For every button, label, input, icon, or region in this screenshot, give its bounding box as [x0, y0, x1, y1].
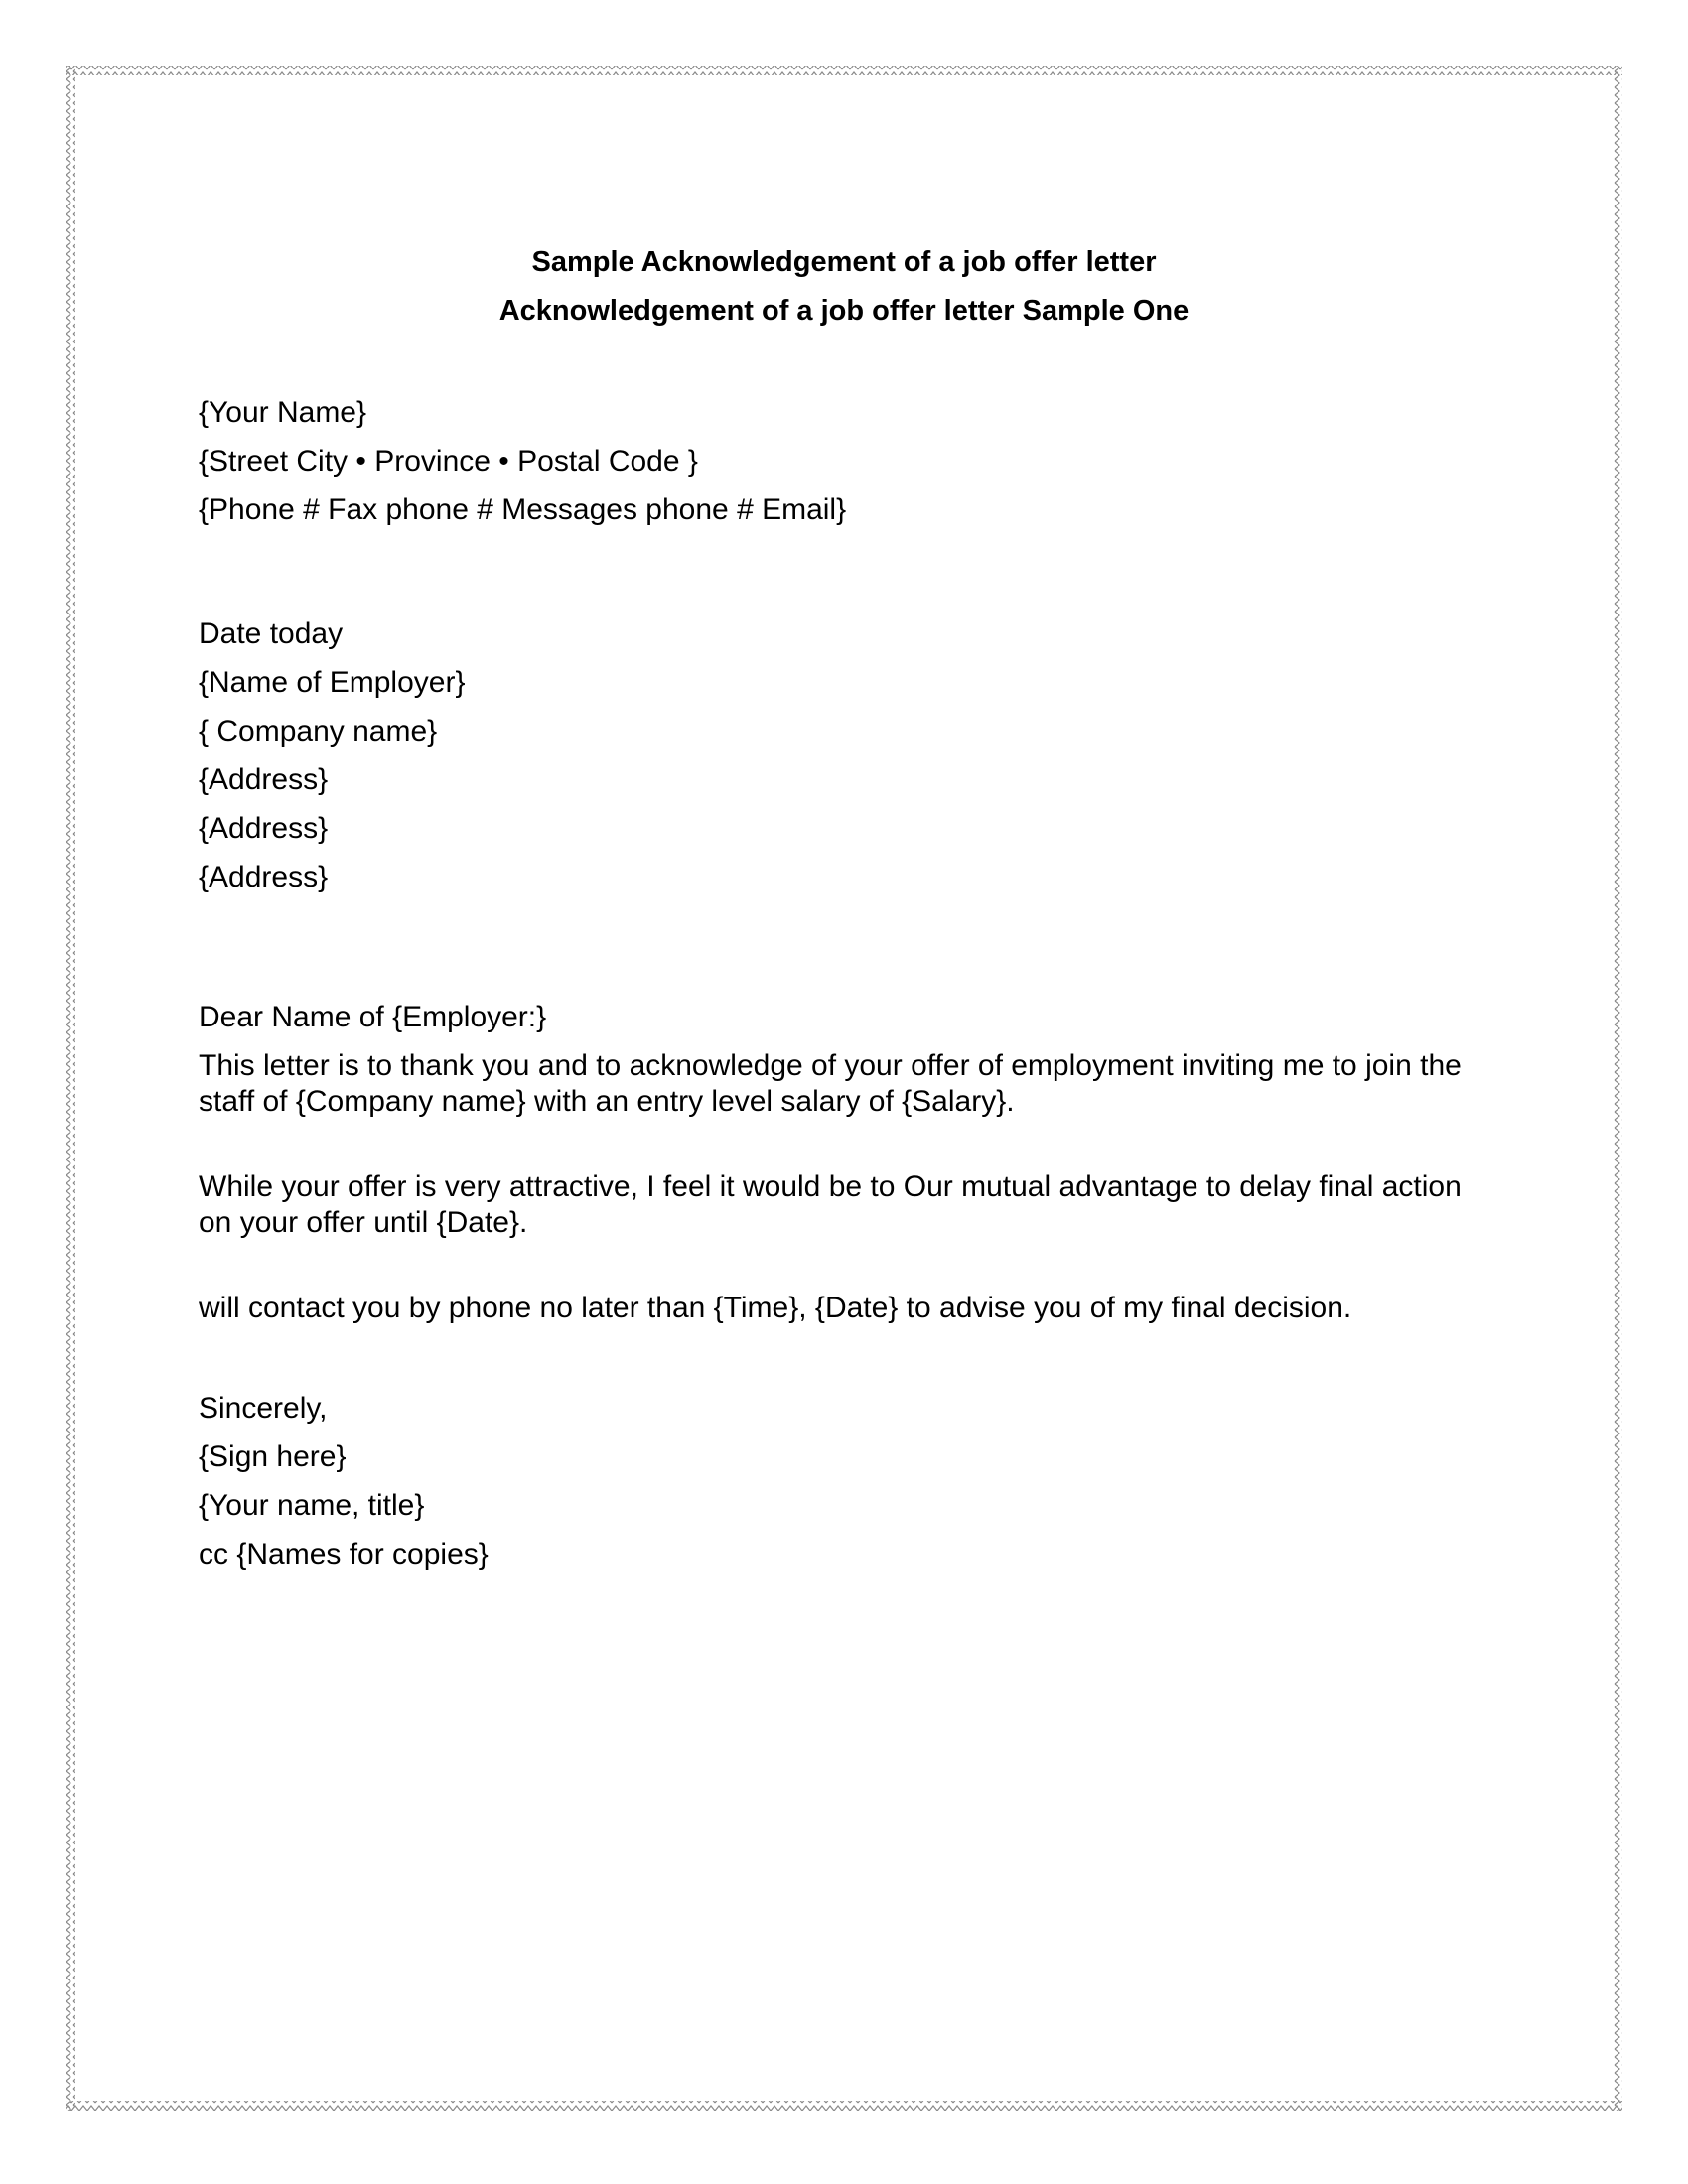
valediction: Sincerely, [199, 1392, 328, 1425]
body-paragraph-2: While your offer is very attractive, I feel it would be to Our mutual advantage to delay final action on your offer until {Date}. [199, 1170, 1462, 1239]
letter-date: Date today [199, 617, 344, 650]
sender-name-title: {Your name, title} [199, 1489, 425, 1522]
border-right [1613, 66, 1622, 2111]
recipient-address-2: {Address} [199, 812, 329, 845]
border-bottom [66, 2101, 1622, 2111]
body-paragraph-1: This letter is to thank you and to acknowledge of your offer of employment inviting me to join the staff of {Company name} with an entry level salary of {Salary}. [199, 1049, 1462, 1118]
recipient-address-3: {Address} [199, 861, 329, 893]
letter-subtitle: Acknowledgement of a job offer letter Sample One [498, 295, 1190, 327]
border-left [66, 66, 75, 2111]
sender-address: {Street City • Province • Postal Code } [199, 445, 698, 478]
recipient-address-1: {Address} [199, 763, 329, 796]
salutation: Dear Name of {Employer:} [199, 1001, 547, 1033]
border-top [66, 66, 1622, 75]
sender-name: {Your Name} [199, 396, 367, 429]
signature: {Sign here} [199, 1440, 347, 1473]
recipient-company: { Company name} [199, 715, 438, 748]
cc-line: cc {Names for copies} [199, 1538, 489, 1570]
sender-contact: {Phone # Fax phone # Messages phone # Email} [199, 493, 847, 526]
recipient-employer-name: {Name of Employer} [199, 666, 466, 699]
body-paragraph-3: will contact you by phone no later than {Time}, {Date} to advise you of my final decision. [199, 1292, 1352, 1324]
letter-title: Sample Acknowledgement of a job offer letter [531, 246, 1157, 278]
